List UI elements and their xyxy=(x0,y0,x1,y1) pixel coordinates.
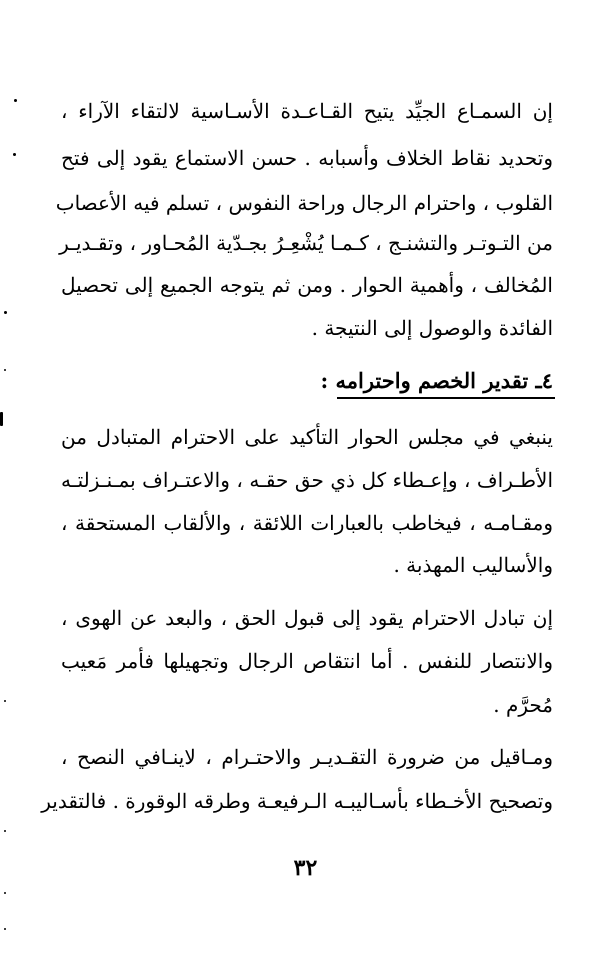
paragraph-2-line-2: الأطـراف ، وإعـطاء كل ذي حق حقـه ، والاعتـراف بمـنـزلتـه xyxy=(61,468,553,492)
paragraph-4-line-2: وتصحيح الأخـطاء بأسـاليبـه الـرفيعـة وطرقه الوقورة . فالتقدير xyxy=(41,789,553,813)
paragraph-2-line-1: ينبغي في مجلس الحوار التأكيد على الاحترام المتبادل من xyxy=(61,425,553,449)
heading-underline xyxy=(337,397,555,399)
scan-speck xyxy=(4,830,6,832)
scan-speck xyxy=(4,700,6,702)
paragraph-1-line-6: الفائدة والوصول إلى النتيجة . xyxy=(311,316,553,340)
paragraph-1-line-5: المُخالف ، وأهمية الحوار . ومن ثم يتوجه الجميع إلى تحصيل xyxy=(61,273,553,297)
scan-speck xyxy=(4,369,6,371)
paragraph-1-line-2: وتحديد نقاط الخلاف وأسبابه . حسن الاستماع يقود إلى فتح xyxy=(61,146,553,170)
paragraph-3-line-1: إن تبادل الاحترام يقود إلى قبول الحق ، والبعد عن الهوى ، xyxy=(61,606,553,630)
scan-speck xyxy=(14,99,17,102)
scan-speck xyxy=(4,311,7,314)
paragraph-1-line-1: إن السمـاع الجيِّد يتيح القـاعـدة الأسـاسية لالتقاء الآراء ، xyxy=(61,99,553,123)
scan-speck xyxy=(4,928,6,930)
scan-speck xyxy=(0,412,3,426)
paragraph-3-line-2: والانتصار للنفس . أما انتقاص الرجال وتجهيلها فأمر مَعيب xyxy=(61,649,553,673)
paragraph-2-line-4: والأساليب المهذبة . xyxy=(393,553,553,577)
scan-speck xyxy=(13,153,16,156)
paragraph-2-line-3: ومقـامـه ، فيخاطب بالعبارات اللائقة ، والألقاب المستحقة ، xyxy=(61,511,553,535)
scan-speck xyxy=(4,892,6,894)
page-number: ٣٢ xyxy=(293,855,318,881)
paragraph-4-line-1: ومـاقيل من ضرورة التقـديـر والاحتـرام ، لاينـافي النصح ، xyxy=(61,745,553,769)
paragraph-3-line-3: مُحرَّم . xyxy=(493,693,553,717)
paragraph-1-line-4: من التـوتـر والتشنـج ، كـمـا يُشْعِـرُ بجـدّية المُحـاور ، وتقـديـر xyxy=(59,231,553,255)
paragraph-1-line-3: القلوب ، واحترام الرجال وراحة النفوس ، تسلم فيه الأعصاب xyxy=(55,191,553,215)
section-heading: ٤ـ تقدير الخصم واحترامه : xyxy=(320,368,553,393)
